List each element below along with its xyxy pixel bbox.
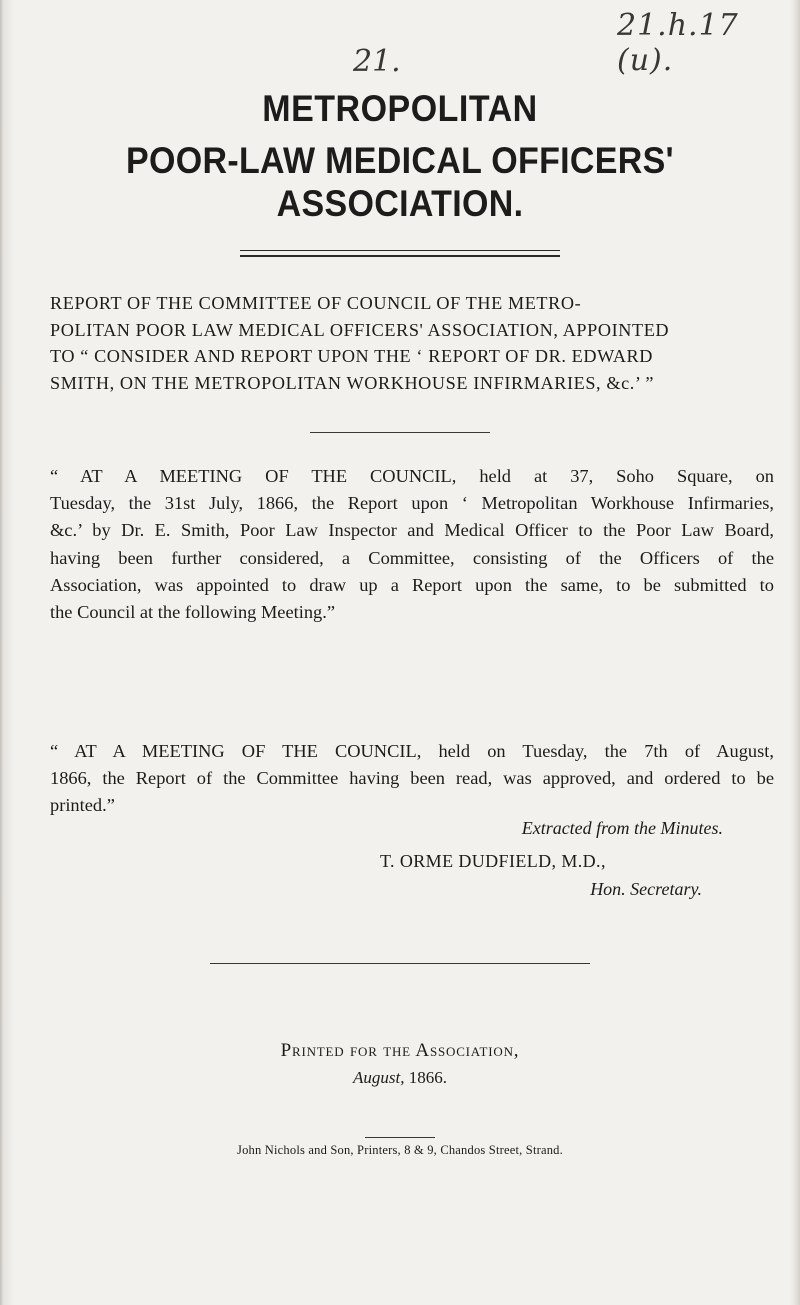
title-line-1: METROPOLITAN bbox=[262, 88, 538, 130]
printed-date bbox=[0, 1068, 800, 1088]
printed-for-line: Printed for the Association, bbox=[280, 1040, 520, 1061]
paragraph-line: the Council at the following Meeting.” bbox=[50, 602, 335, 623]
rule-divider bbox=[210, 963, 590, 964]
secretary-name: T. ORME DUDFIELD, M.D., bbox=[380, 851, 606, 871]
rule-divider bbox=[310, 432, 490, 433]
paragraph-line: having been further considered, a Committee, consisting of the Officers of the bbox=[50, 547, 774, 568]
minutes-paragraph-2 bbox=[50, 738, 774, 820]
paragraph-line: “ AT A MEETING OF THE COUNCIL, held at 37, Soho Square, on bbox=[50, 466, 774, 486]
handwritten-shelfmark: 21.h.17 (u). bbox=[617, 8, 739, 78]
paragraph-line: Tuesday, the 31st July, 1866, the Report upon ‘ Metropolitan Workhouse Infirmaries, bbox=[50, 493, 774, 514]
title-line-2: POOR-LAW MEDICAL OFFICERS' ASSOCIATION. bbox=[126, 140, 674, 225]
handwritten-mark-left: 21. bbox=[353, 44, 401, 79]
paragraph-line: &c.’ by Dr. E. Smith, Poor Law Inspector and Medical Officer to the Poor Law Board, bbox=[50, 520, 774, 541]
secretary-title: Hon. Secretary. bbox=[590, 879, 702, 899]
printed-month: August, bbox=[353, 1068, 405, 1087]
printer-imprint: John Nichols and Son, Printers, 8 & 9, Chandos Street, Strand. bbox=[237, 1143, 563, 1157]
double-rule-divider bbox=[240, 250, 560, 257]
extract-note: Extracted from the Minutes. bbox=[521, 818, 723, 838]
paragraph-line: Association, was appointed to draw up a Report upon the same, to be submitted to bbox=[50, 574, 774, 595]
paragraph-line: “ AT A MEETING OF THE COUNCIL, held on Tuesday, the 7th of August, bbox=[50, 741, 774, 761]
minutes-paragraph-1 bbox=[50, 463, 774, 626]
paragraph-line: 1866, the Report of the Committee having been read, was approved, and ordered to be bbox=[50, 768, 774, 789]
paragraph-line: printed.” bbox=[50, 795, 115, 816]
report-heading: REPORT OF THE COMMITTEE OF COUNCIL OF THE METRO- POLITAN POOR LAW MEDICAL OFFICERS' ASSOCIATION, APPOINTED TO “ CONSIDER AND REPORT UPON THE ‘ REPORT OF DR. EDWARD SMITH, ON THE METROPOLITAN WORKHOUSE INFIRMARIES, &c.’ ” bbox=[50, 293, 670, 393]
printed-year: 1866. bbox=[408, 1068, 447, 1087]
rule-divider bbox=[365, 1137, 435, 1138]
